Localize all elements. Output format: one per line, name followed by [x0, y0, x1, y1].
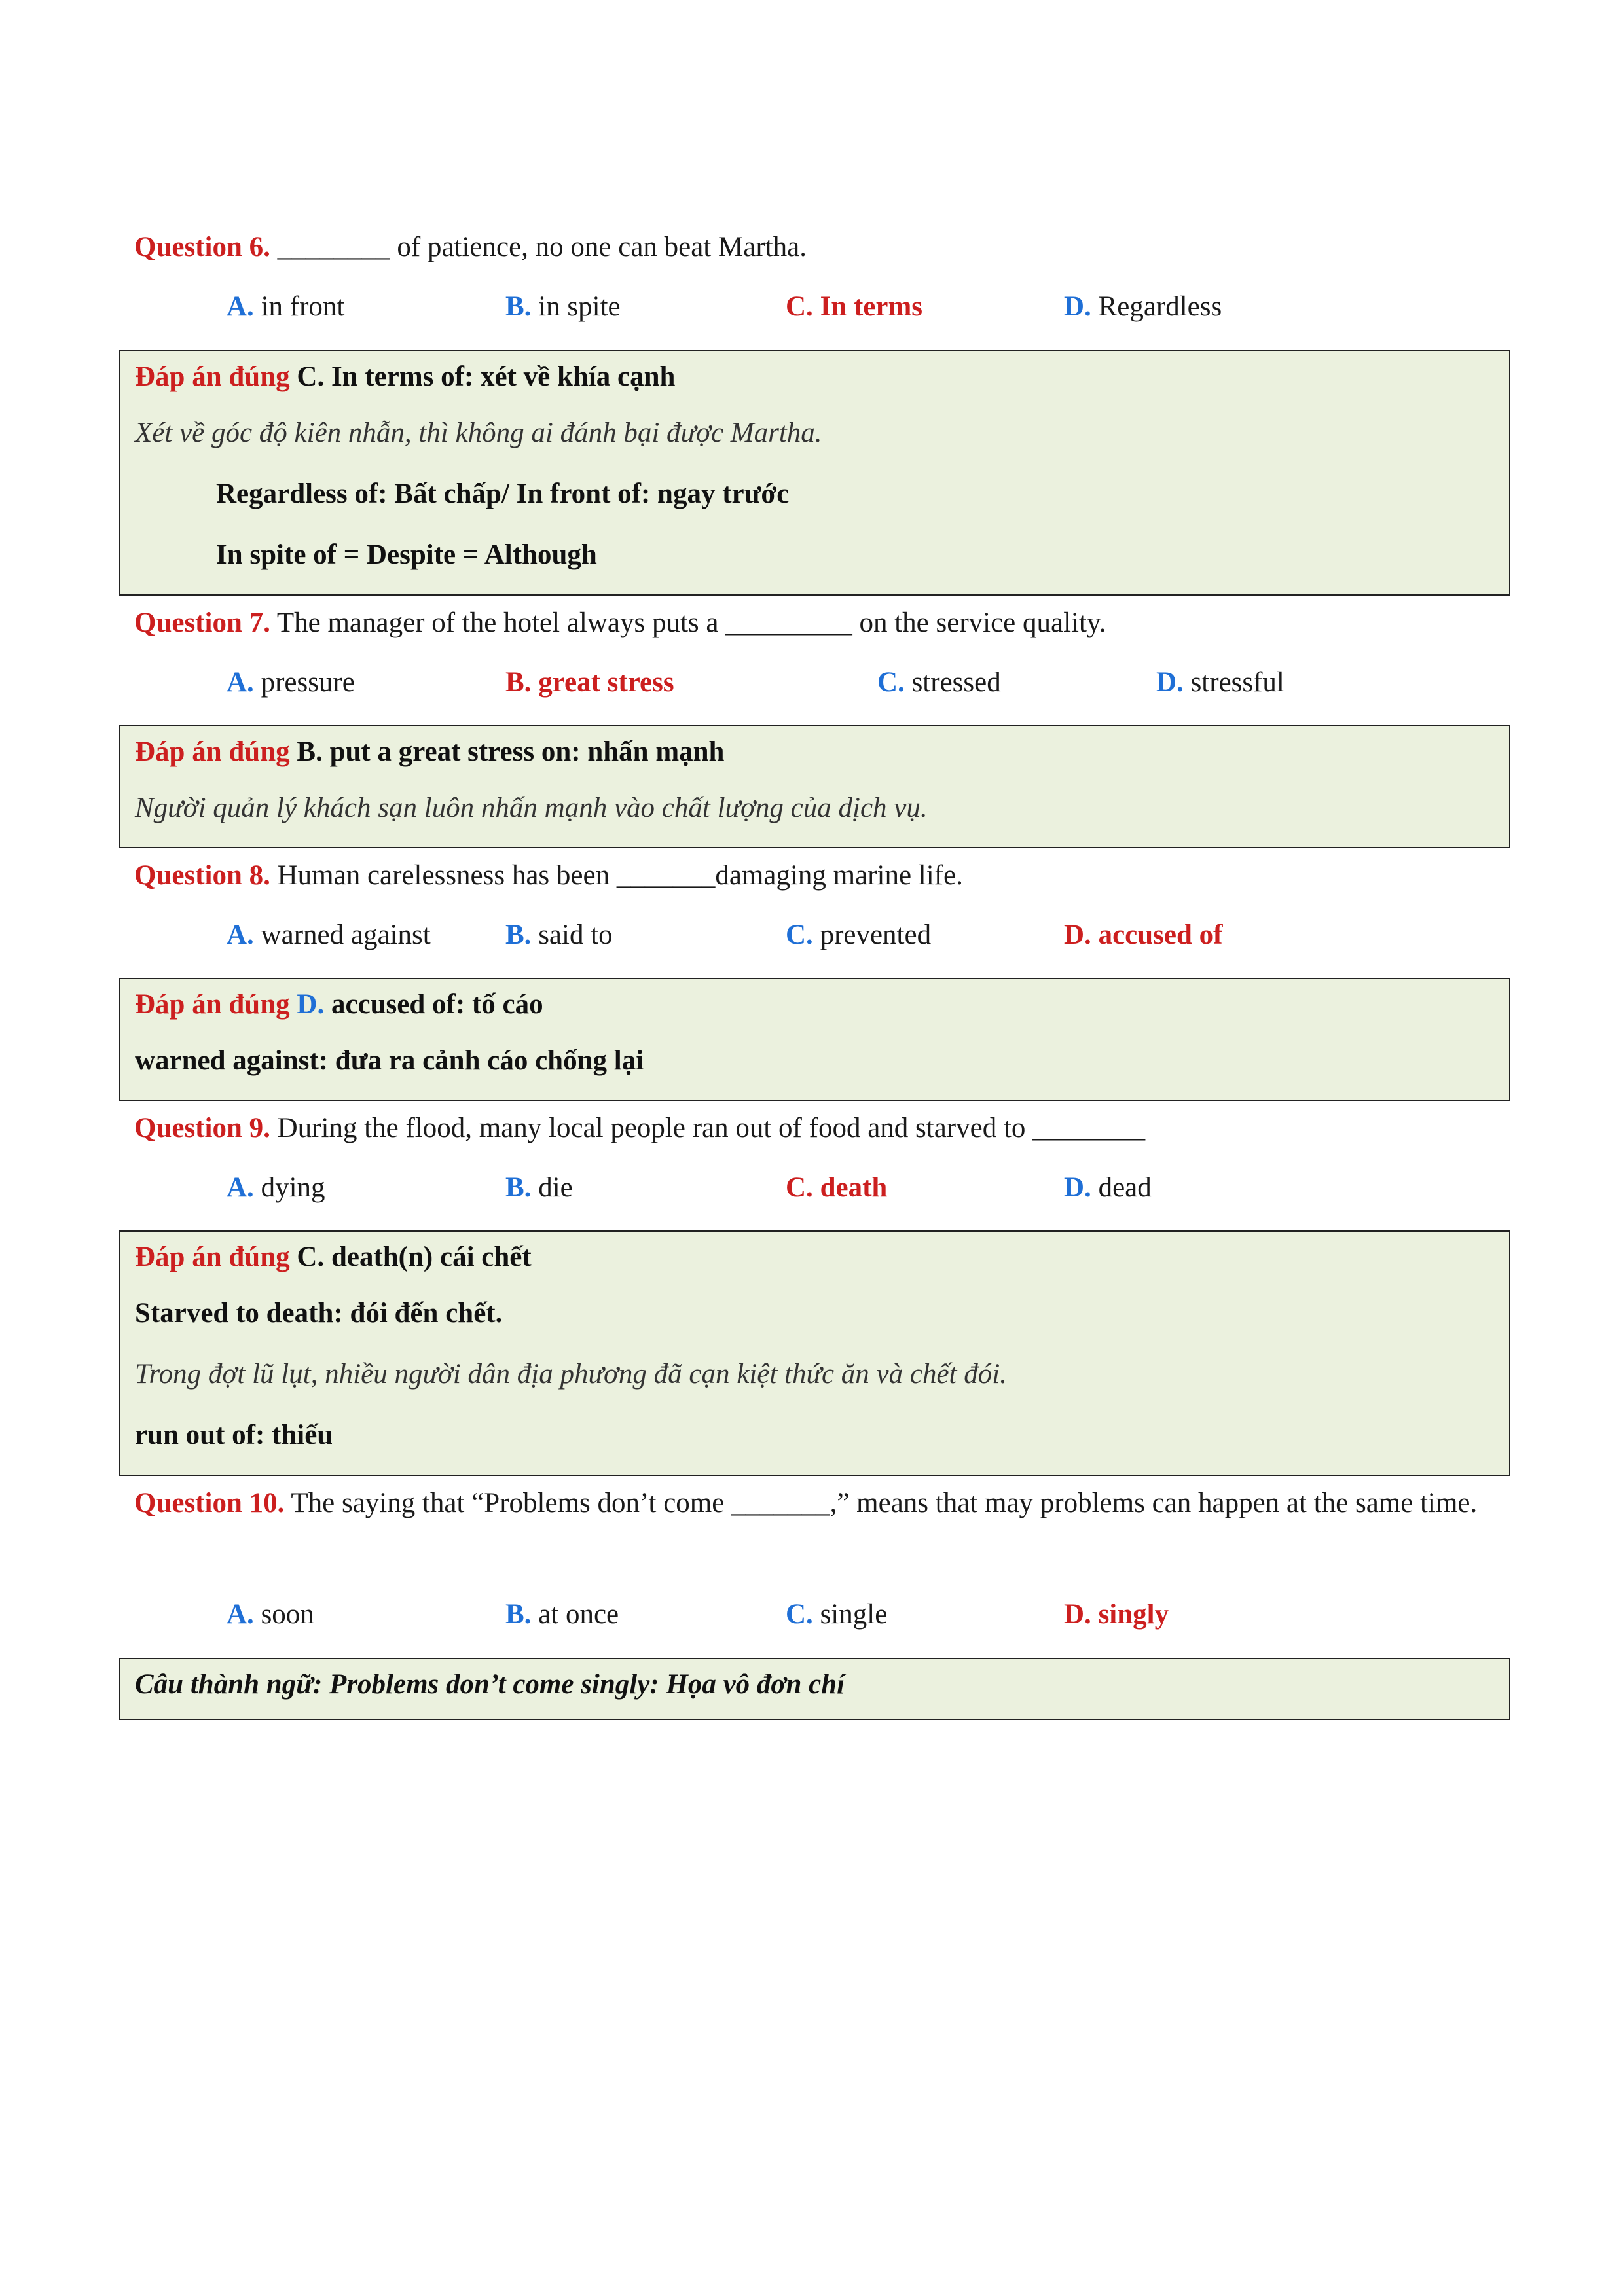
- options-q6: [0, 284, 1623, 330]
- answer-box-q7: [119, 725, 1510, 848]
- option-c[interactable]: C. single: [786, 1599, 888, 1630]
- question-7: [134, 597, 1522, 649]
- question-9: [134, 1102, 1522, 1155]
- note: run out of: thiếu: [135, 1420, 333, 1450]
- option-b[interactable]: B. at once: [505, 1599, 619, 1630]
- option-d[interactable]: D. dead: [1064, 1172, 1152, 1203]
- answer-line: Đáp án đúng C. In terms of: xét về khía cạnh: [135, 361, 676, 392]
- note: warned against: đưa ra cảnh cáo chống lại: [135, 1045, 644, 1076]
- answer-box-q6: [119, 350, 1510, 596]
- question-number: Question 7.: [134, 607, 270, 638]
- option-d[interactable]: D. stressful: [1156, 667, 1285, 698]
- option-b[interactable]: B. said to: [505, 920, 613, 950]
- option-a[interactable]: A. soon: [227, 1599, 314, 1630]
- option-c[interactable]: C. In terms: [786, 291, 923, 322]
- option-b[interactable]: B. in spite: [505, 291, 621, 322]
- answer-line: Đáp án đúng D. accused of: tố cáo: [135, 989, 543, 1020]
- question-10: [134, 1477, 1522, 1530]
- option-a[interactable]: A. dying: [227, 1172, 325, 1203]
- question-number: Question 9.: [134, 1113, 270, 1143]
- question-text: ________ of patience, no one can beat Martha.: [270, 232, 807, 262]
- options-q8: [0, 912, 1623, 958]
- option-a[interactable]: A. in front: [227, 291, 345, 322]
- note: Starved to death: đói đến chết.: [135, 1298, 503, 1329]
- note: Regardless of: Bất chấp/ In front of: ngay trước: [216, 478, 790, 509]
- question-number: Question 6.: [134, 232, 270, 262]
- question-number: Question 8.: [134, 860, 270, 891]
- question-8: [134, 850, 1522, 902]
- note: In spite of = Despite = Although: [216, 539, 597, 570]
- option-c[interactable]: C. prevented: [786, 920, 932, 950]
- question-text: During the flood, many local people ran out of food and starved to ________: [270, 1113, 1146, 1143]
- option-b[interactable]: B. die: [505, 1172, 573, 1203]
- question-text: The saying that “Problems don’t come _______,” means that may problems can happen at the same time.: [284, 1488, 1478, 1518]
- options-q9: [0, 1165, 1623, 1211]
- question-6: [134, 221, 1522, 274]
- option-a[interactable]: A. pressure: [227, 667, 355, 698]
- option-d[interactable]: D. accused of: [1064, 920, 1223, 950]
- answer-box-q8: [119, 978, 1510, 1101]
- answer-line: Đáp án đúng B. put a great stress on: nhấn mạnh: [135, 736, 725, 767]
- translation: Trong đợt lũ lụt, nhiều người dân địa phương đã cạn kiệt thức ăn và chết đói.: [135, 1359, 1007, 1390]
- options-q10: [0, 1592, 1623, 1638]
- question-text: Human carelessness has been _______damaging marine life.: [270, 860, 963, 891]
- option-d[interactable]: D. singly: [1064, 1599, 1169, 1630]
- translation: Xét về góc độ kiên nhẫn, thì không ai đánh bại được Martha.: [135, 418, 822, 448]
- answer-box-q10: [119, 1658, 1510, 1720]
- question-text: The manager of the hotel always puts a _________ on the service quality.: [270, 607, 1106, 638]
- idiom-line: Câu thành ngữ: Problems don’t come singly: Họa vô đơn chí: [135, 1669, 845, 1700]
- option-a[interactable]: A. warned against: [227, 920, 431, 950]
- translation: Người quản lý khách sạn luôn nhấn mạnh vào chất lượng của dịch vụ.: [135, 793, 928, 823]
- question-number: Question 10.: [134, 1488, 285, 1518]
- option-b[interactable]: B. great stress: [505, 667, 674, 698]
- answer-line: Đáp án đúng C. death(n) cái chết: [135, 1242, 532, 1272]
- answer-box-q9: [119, 1230, 1510, 1476]
- option-d[interactable]: D. Regardless: [1064, 291, 1222, 322]
- option-c[interactable]: C. death: [786, 1172, 888, 1203]
- option-c[interactable]: C. stressed: [877, 667, 1001, 698]
- options-q7: [0, 660, 1623, 706]
